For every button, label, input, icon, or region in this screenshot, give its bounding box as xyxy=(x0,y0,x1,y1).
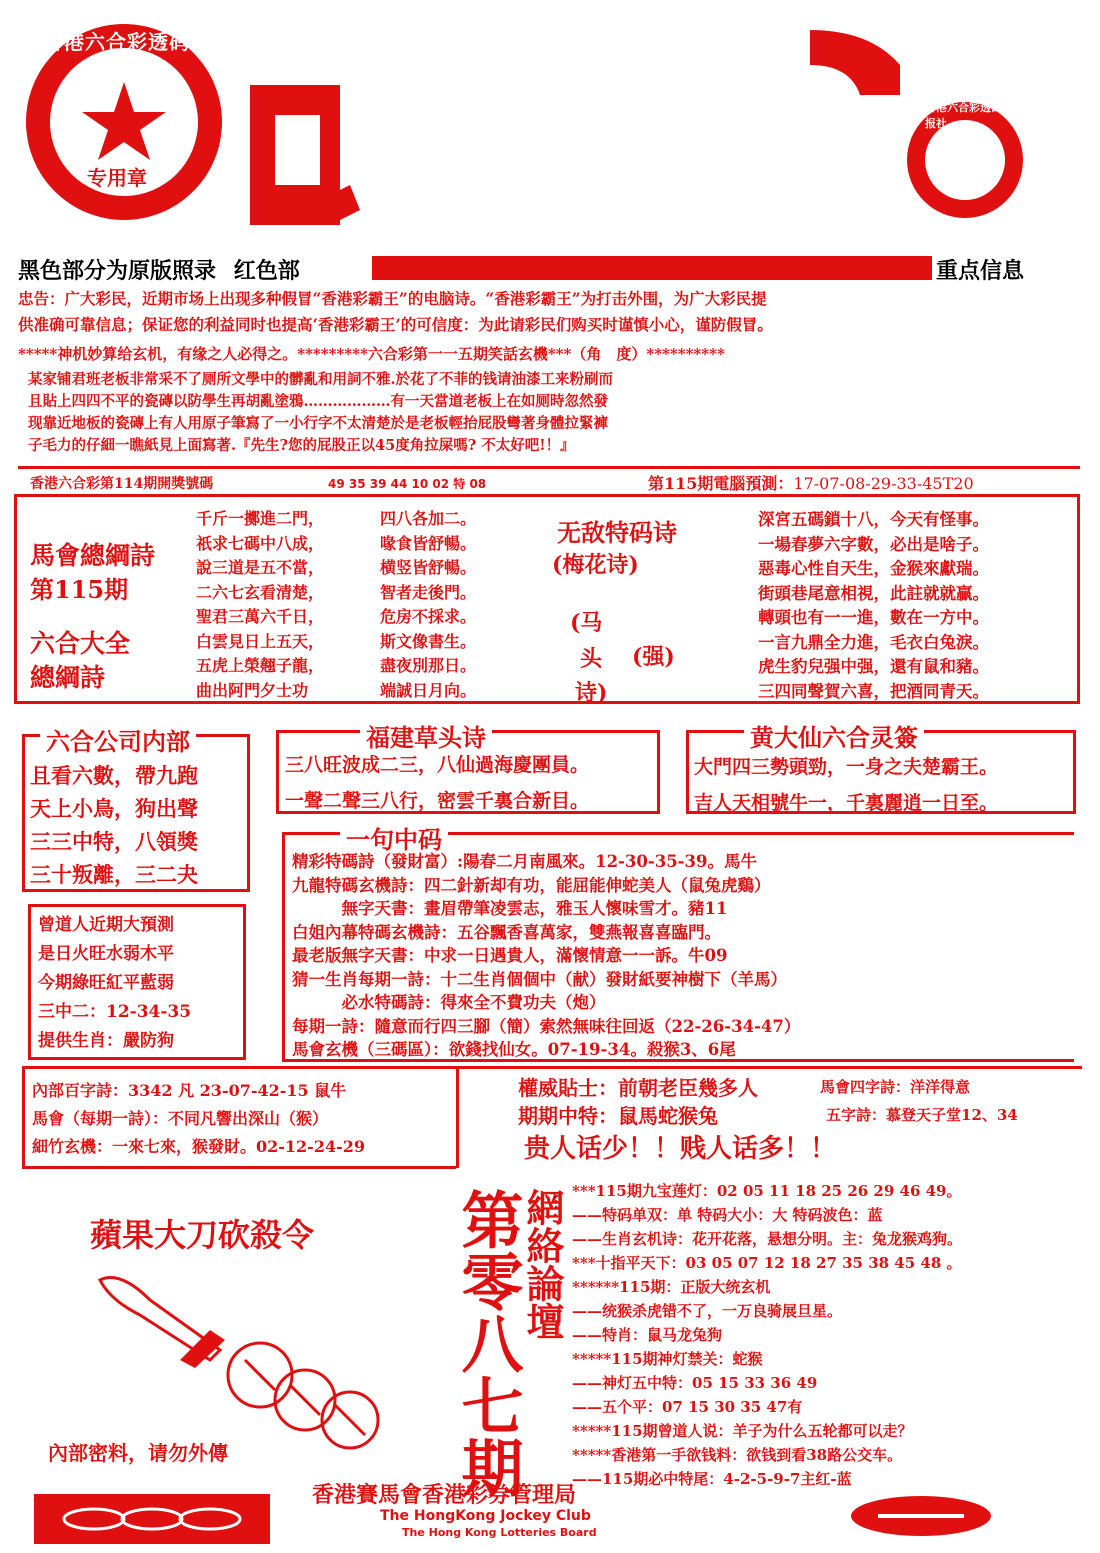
one-line-item: 九龍特碼玄機詩：四二針新却有功，能屈能伸蛇美人（鼠兔虎鷄） xyxy=(292,875,771,895)
six-company-title: 六合公司内部 xyxy=(40,722,196,757)
poem-line: 智者走後門。 xyxy=(380,582,477,602)
poem-left-title-2: 第115期 xyxy=(30,575,129,604)
poem-line: 横竖皆舒暢。 xyxy=(380,558,477,577)
joke-line-1: 某家铺君班老板非常采不了厕所文學中的髒亂和用詞不雅.於花了不菲的钱请油漆工来粉刷而 xyxy=(28,371,614,388)
inner-line-3: 細竹玄機：一來七來，猴發財。02-12-24-29 xyxy=(32,1137,365,1156)
poem-line: 千斤一擲進二門， xyxy=(196,509,325,528)
daoren-title: 曾道人近期大預測 xyxy=(38,915,174,935)
daoren-line: 是日火旺水弱木平 xyxy=(38,944,174,964)
footer-right-logo xyxy=(848,1494,994,1538)
seal-center-text: 专用章 xyxy=(87,166,147,190)
forum-line: ***十指平天下：03 05 07 12 18 27 35 38 45 48 。 xyxy=(572,1254,962,1272)
mid-poem-a: (马 xyxy=(570,610,603,636)
joke-line-3: 现靠近地板的瓷磚上有人用原子筆寫了一小行字不太清楚於是老板輕抬屁股彎著身體拉緊褲 xyxy=(28,415,608,432)
inner-line-2: 馬會（每期一詩）：不同凡響出深山（猴） xyxy=(32,1109,329,1128)
forum-line: ***115期九宝莲灯：02 05 11 18 25 26 29 46 49。 xyxy=(572,1182,962,1200)
wong-tai-sin-title: 黄大仙六合灵簽 xyxy=(744,718,924,753)
poem-line: 祇求七碼中八成， xyxy=(196,533,325,553)
poem-line: 危房不採求。 xyxy=(380,607,477,626)
poem-left-title-1: 馬會總綱詩 xyxy=(30,541,156,570)
forum-line: ******115期：正版大统玄机 xyxy=(572,1278,771,1296)
six-company-line: 天上小鳥，狗出聲 xyxy=(30,796,198,821)
joke-line-2: 且貼上四四不平的瓷磚以防學生再胡亂塗鴉………………有一天當道老板上在如厕時忽然發 xyxy=(28,393,608,410)
forum-line: ——神灯五中特：05 15 33 36 49 xyxy=(572,1374,818,1392)
poem-line: 曲出阿門夕士功 xyxy=(196,680,309,700)
six-company-lines xyxy=(30,760,198,892)
forum-line: *****香港第一手欲钱料：欲钱到看38路公交车。 xyxy=(572,1446,903,1464)
one-line-lines xyxy=(292,848,800,1060)
six-company-line: 三三中特，八領獎 xyxy=(30,829,198,854)
mid-poem-subtitle: (梅花诗) xyxy=(552,552,639,578)
forum-vertical-text-2: 網絡論壇 xyxy=(520,1188,565,1340)
inner-top-rule xyxy=(22,1066,1082,1069)
authority-line-2-right: 五字詩：慕登天子堂12、34 xyxy=(826,1106,1018,1124)
inner-mid-rule xyxy=(456,1066,459,1168)
poem-line: 二六七玄看清楚， xyxy=(196,582,325,602)
forum-vertical-period xyxy=(452,1188,522,1510)
authority-slogan: 贵人话少！！贱人话多！！ xyxy=(524,1134,837,1164)
apple-title: 蘋果大刀砍殺令 xyxy=(90,1216,315,1254)
authority-line-2: 期期中特：鼠馬蛇猴兔 xyxy=(518,1104,718,1128)
poem-line: 一言九鼎全力進，毛衣白兔淚。 xyxy=(758,632,989,652)
poem-left-title-4: 總綱詩 xyxy=(30,663,106,692)
one-line-item: 白姐內幕特碼玄機詩：五谷飄香喜萬家，雙燕報喜喜臨門。 xyxy=(292,922,721,942)
forum-line: ——特肖：鼠马龙兔狗 xyxy=(572,1326,723,1344)
last-draw-numbers: 49 35 39 44 10 02 特 08 xyxy=(328,477,487,491)
seal-ring-text: 香港六合彩透码日报社 xyxy=(43,30,211,83)
seal-right xyxy=(925,95,1025,235)
poem-line: 端誠日月向。 xyxy=(380,680,477,700)
footer-cn: 香港賽馬會香港彩券管理局 xyxy=(312,1482,577,1508)
authority-line-1: 權威貼士：前朝老臣幾多人 xyxy=(518,1076,758,1100)
forum-vertical-text: 第零八七期 xyxy=(451,1188,524,1498)
one-line-title: 一句中码 xyxy=(340,820,448,855)
poem-col-3 xyxy=(758,506,989,702)
forum-line: ——特码单双：单 特码大小：大 特码波色：蓝 xyxy=(572,1206,883,1224)
poem-line: 五虎上榮翹子龍， xyxy=(196,656,325,675)
forum-vertical-network xyxy=(520,1188,570,1349)
poem-line: 惡毒心性自天生，金猴來獻瑞。 xyxy=(758,559,989,578)
one-line-item: 猜一生肖每期一詩：十二生肖個個中（献）發財紙要神樹下（羊馬） xyxy=(292,969,787,989)
fujian-line: 三八旺波成二三，八仙過海慶團員。 xyxy=(285,754,590,776)
poem-line: 喙食皆舒暢。 xyxy=(380,533,477,553)
seal-left xyxy=(22,20,227,225)
notice-line-2: 供准确可靠信息；保证您的利益同时也提高‘香港彩霸王’的可信度：为此请彩民们购买时谨慎小心，谨防假冒。 xyxy=(18,315,773,334)
one-line-item: 馬會玄機（三碼區）：欲錢找仙女。07-19-34。殺猴3、6尾 xyxy=(292,1040,736,1059)
notice-line-1: 忠告：广大彩民，近期市场上出现多种假冒“香港彩霸王”的电脑诗。“香港彩霸王”为打击外围，为广大彩民提 xyxy=(18,289,767,308)
legend-end: 重点信息 xyxy=(936,259,1025,284)
poem-line: 街頭巷尾意相視，此註就就贏。 xyxy=(758,583,989,603)
legend-red: 红色部 xyxy=(233,259,300,284)
forum-line: ——统猴杀虎错不了，一万良骑展旦星。 xyxy=(572,1302,843,1320)
one-line-item: 必水特碼詩：得來全不費功夫（炮） xyxy=(292,993,606,1012)
poem-line: 轉頭也有一一進，數在一方中。 xyxy=(758,608,989,627)
inner-line-1: 內部百字詩：3342 凡 23-07-42-15 鼠牛 xyxy=(32,1081,347,1100)
forum-lines xyxy=(572,1180,962,1492)
fujian-title: 福建草头诗 xyxy=(360,718,492,753)
wong-tai-sin-line: 大門四三勢頭勁，一身之夫楚霸王。 xyxy=(694,756,999,778)
daoren-line: 提供生肖：嚴防狗 xyxy=(38,1031,174,1051)
poem-line: 深宮五碼鎖十八，今天有怪事。 xyxy=(758,510,989,529)
footer-left-logo xyxy=(34,1494,270,1544)
poem-line: 白雲見日上五天， xyxy=(196,631,325,651)
poem-line: 盡夜別那日。 xyxy=(380,656,477,675)
authority-line-1-right: 馬會四字詩：洋洋得意 xyxy=(820,1078,971,1096)
one-line-item: 最老版無字天書：中求一日遇貴人，滿懷情意一一訴。牛09 xyxy=(292,946,728,965)
six-company-line: 且看六數，帶九跑 xyxy=(30,763,198,788)
apple-stamp-text: 內部密料，请勿外傳 xyxy=(48,1441,228,1465)
poem-col-1 xyxy=(196,506,324,702)
poem-line: 聖君三萬六千日， xyxy=(196,607,325,626)
fujian-line: 一聲二聲三八行，密雲千裏合新目。 xyxy=(285,790,590,812)
poem-line: 四八各加二。 xyxy=(380,509,477,528)
header-red-shape xyxy=(210,25,950,240)
prediction-numbers: 17-07-08-29-33-45T20 xyxy=(793,474,974,493)
forum-line: *****115期神灯禁关：蛇猴 xyxy=(572,1350,763,1368)
mid-poem-d: 诗) xyxy=(575,680,608,706)
poem-line: 斯文像書生。 xyxy=(380,631,477,651)
six-company-line: 三十叛離，三二夬 xyxy=(30,862,198,887)
poem-col-2 xyxy=(380,506,476,702)
poem-line: 三四同聲賀六喜，把酒同青天。 xyxy=(758,681,989,701)
joke-head-mid: *********六合彩第一一五期笑話玄機***（角 度）********** xyxy=(297,345,725,363)
footer-en-1: The HongKong Jockey Club xyxy=(380,1508,591,1524)
sword-illustration xyxy=(60,1260,440,1450)
poem-line: 說三道是五不當， xyxy=(196,558,325,577)
draw-top-rule xyxy=(18,466,1080,469)
forum-line: ——生肖玄机诗：花开花落，悬想分明。主：兔龙猴鸡狗。 xyxy=(572,1230,963,1248)
mid-poem-c: (强) xyxy=(632,644,675,670)
mid-poem-title: 无敌特码诗 xyxy=(557,518,677,547)
joke-head-left: *****神机妙算给玄机，有缘之人必得之。 xyxy=(18,345,298,363)
intro-obscured-bar xyxy=(372,256,932,280)
poem-line: 虎生豹兒强中强，還有鼠和豬。 xyxy=(758,657,989,676)
inner-bottom-rule xyxy=(22,1166,456,1169)
forum-line: ——五个平：07 15 30 35 47有 xyxy=(572,1398,803,1416)
poem-left-title-3: 六合大全 xyxy=(30,629,131,658)
joke-line-4: 子毛力的仔細一瞧紙見上面寫著.『先生?您的屁股正以45度角拉屎嗎? 不太好吧!！』 xyxy=(28,437,575,454)
one-line-item: 每期一詩：隨意而行四三腳（簡）索然無味往回返（22-26-34-47） xyxy=(292,1016,801,1036)
daoren-line: 今期綠旺紅平藍弱 xyxy=(38,973,174,993)
forum-line: ——115期必中特尾：4-2-5-9-7主红-蓝 xyxy=(572,1470,852,1488)
wong-tai-sin-line: 吉人天相號牛一，千裏麗逍一日至。 xyxy=(694,792,999,814)
inner-left-rule xyxy=(22,1066,25,1168)
seal-right-ring-text: 香港六合彩透码日报社 xyxy=(925,101,1013,130)
poem-line: 一場春夢六字數，必出是啥子。 xyxy=(758,534,989,554)
daoren-lines xyxy=(38,910,191,1055)
footer-en-2: The Hong Kong Lotteries Board xyxy=(402,1526,597,1539)
forum-line: *****115期曾道人说：羊子为什么五轮都可以走？ xyxy=(572,1422,913,1440)
mid-poem-b: 头 xyxy=(580,646,603,672)
daoren-line: 三中二：12-34-35 xyxy=(38,1002,192,1022)
legend-black: 黑色部分为原版照录 xyxy=(18,259,217,284)
one-line-item: 無字天書：畫眉帶筆凌雲志，雅玉人懷味雪才。豬11 xyxy=(292,899,728,918)
last-draw-label: 香港六合彩第114期開獎號碼 xyxy=(30,476,214,492)
prediction-label: 第115期電腦預測： xyxy=(648,474,794,493)
one-line-item: 精彩特碼詩（發財富）:陽春二月南風來。12-30-35-39。馬牛 xyxy=(292,852,757,871)
